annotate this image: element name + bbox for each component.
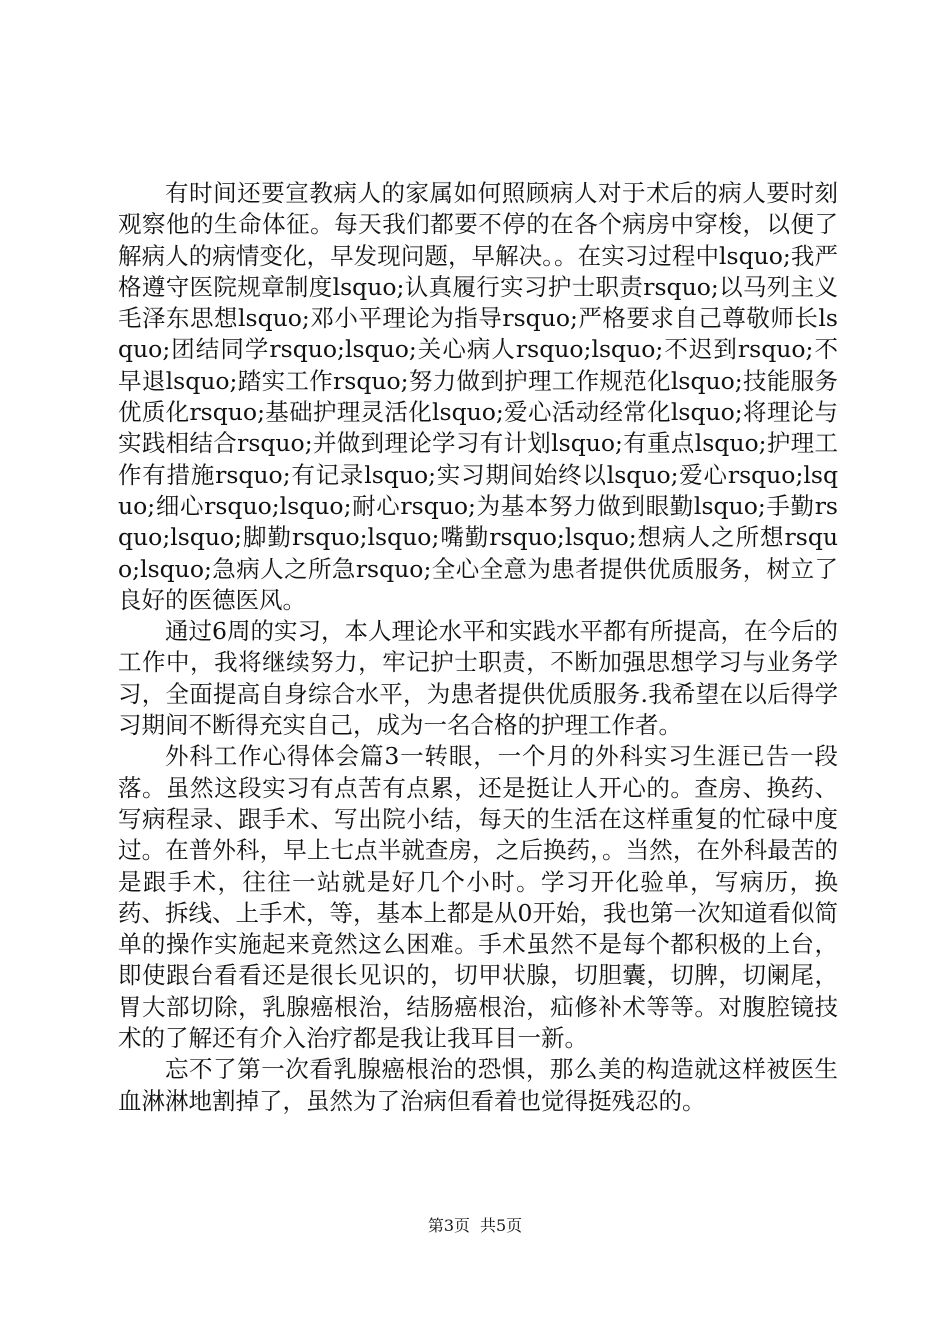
page-total: 共5页 xyxy=(480,1216,523,1235)
page-number: 第3页 xyxy=(427,1216,470,1235)
paragraph-4: 忘不了第一次看乳腺癌根治的恐惧，那么美的构造就这样被医生血淋淋地割掉了，虽然为了治病但看着也觉得挺残忍的。 xyxy=(118,1055,838,1115)
paragraph-3: 外科工作心得体会篇3一转眼，一个月的外科实习生涯已告一段落。虽然这段实习有点苦有点累，还是挺让人开心的。查房、换药、写病程录、跟手术、写出院小结，每天的生活在这样重复的忙碌中度过。在普外科，早上七点半就查房，之后换药，。当然，在外科最苦的是跟手术，往往一站就是好几个小时。学习开化验单，写病历，换药、拆线、上手术，等，基本上都是从0开始，我也第一次知道看似简单的操作实施起来竟然这么困难。手术虽然不是每个都积极的上台，即使跟台看看还是很长见识的，切甲状腺，切胆囊，切脾，切阑尾，胃大部切除，乳腺癌根治，结肠癌根治，疝修补术等等。对腹腔镜技术的了解还有介入治疗都是我让我耳目一新。 xyxy=(118,742,838,1053)
document-body xyxy=(118,178,838,1117)
page-footer xyxy=(0,1216,950,1236)
paragraph-2: 通过6周的实习，本人理论水平和实践水平都有所提高，在今后的工作中，我将继续努力，牢记护士职责，不断加强思想学习与业务学习，全面提高自身综合水平，为患者提供优质服务.我希望在以后得学习期间不断得充实自己，成为一名合格的护理工作者。 xyxy=(118,617,838,740)
paragraph-1: 有时间还要宣教病人的家属如何照顾病人对于术后的病人要时刻观察他的生命体征。每天我们都要不停的在各个病房中穿梭，以便了解病人的病情变化，早发现问题，早解决。。在实习过程中lsquo;我严格遵守医院规章制度lsquo;认真履行实习护士职责rsquo;以马列主义毛泽东思想lsquo;邓小平理论为指导rsquo;严格要求自己尊敬师长lsquo;团结同学rsquo;lsquo;关心病人rsquo;lsquo;不迟到rsquo;不早退lsquo;踏实工作rsquo;努力做到护理工作规范化lsquo;技能服务优质化rsquo;基础护理灵活化lsquo;爱心活动经常化lsquo;将理论与实践相结合rsquo;并做到理论学习有计划lsquo;有重点lsquo;护理工作有措施rsquo;有记录lsquo;实习期间始终以lsquo;爱心rsquo;lsquo;细心rsquo;lsquo;耐心rsquo;为基本努力做到眼勤lsquo;手勤rsquo;lsquo;脚勤rsquo;lsquo;嘴勤rsquo;lsquo;想病人之所想rsquo;lsquo;急病人之所急rsquo;全心全意为患者提供优质服务，树立了良好的医德医风。 xyxy=(118,179,838,614)
